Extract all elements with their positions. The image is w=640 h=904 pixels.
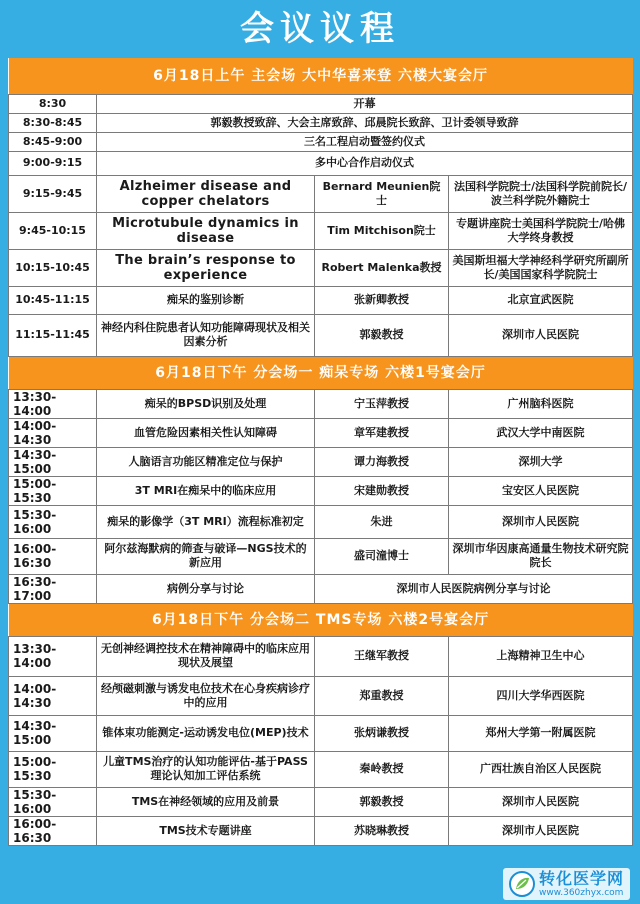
section-header: 6月18日下午 分会场一 痴呆专场 六楼1号宴会厅 [9,356,633,389]
session-speaker: 秦岭教授 [315,751,449,787]
session-organization: 深圳大学 [449,447,633,476]
agenda-row [9,212,633,249]
session-time: 10:45-11:15 [9,286,97,314]
session-organization: 深圳市人民医院 [449,787,633,816]
session-note: 深圳市人民医院病例分享与讨论 [315,574,633,603]
session-topic: 阿尔兹海默病的筛查与破译—NGS技术的新应用 [97,538,315,574]
session-speaker: 郭毅教授 [315,314,449,356]
session-time: 9:45-10:15 [9,212,97,249]
agenda-table [8,58,633,846]
session-organization: 深圳市人民医院 [449,505,633,538]
session-topic: TMS技术专题讲座 [97,816,315,845]
session-organization: 北京宣武医院 [449,286,633,314]
agenda-row [9,636,633,676]
session-organization: 武汉大学中南医院 [449,418,633,447]
session-organization: 深圳市人民医院 [449,314,633,356]
session-time: 13:30-14:00 [9,389,97,418]
agenda-row [9,816,633,845]
agenda-row [9,787,633,816]
session-speaker: 郑重教授 [315,676,449,715]
session-topic: Alzheimer disease and copper chelators [97,175,315,212]
leaf-logo-icon [509,871,535,897]
session-topic: 儿童TMS治疗的认知功能评估-基于PASS理论认知加工评估系统 [97,751,315,787]
section-header-row [9,356,633,389]
agenda-row [9,286,633,314]
agenda-row [9,418,633,447]
session-topic: 病例分享与讨论 [97,574,315,603]
session-time: 13:30-14:00 [9,636,97,676]
agenda-row [9,447,633,476]
agenda-row [9,751,633,787]
watermark-url: www.360zhyx.com [538,888,624,898]
session-time: 15:00-15:30 [9,751,97,787]
page-title: 会议议程 [240,9,400,49]
session-topic: TMS在神经领域的应用及前景 [97,787,315,816]
agenda-row [9,314,633,356]
agenda-row [9,389,633,418]
session-speaker: 张新卿教授 [315,286,449,314]
session-topic: 神经内科住院患者认知功能障碍现状及相关因素分析 [97,314,315,356]
session-speaker: 宋建勋教授 [315,476,449,505]
session-organization: 上海精神卫生中心 [449,636,633,676]
session-topic: 多中心合作启动仪式 [97,151,633,175]
agenda-row [9,538,633,574]
session-topic: 经颅磁刺激与诱发电位技术在心身疾病诊疗中的应用 [97,676,315,715]
session-topic: 郭毅教授致辞、大会主席致辞、邱晨院长致辞、卫计委领导致辞 [97,113,633,132]
session-organization: 专题讲座院士美国科学院院士/哈佛大学终身教授 [449,212,633,249]
session-speaker: 郭毅教授 [315,787,449,816]
session-topic: 血管危险因素相关性认知障碍 [97,418,315,447]
session-topic: The brain’s response to experience [97,249,315,286]
session-topic: 三名工程启动暨签约仪式 [97,132,633,151]
session-time: 8:45-9:00 [9,132,97,151]
agenda-row [9,715,633,751]
session-time: 9:15-9:45 [9,175,97,212]
agenda-row [9,151,633,175]
agenda-row [9,94,633,113]
session-speaker: Bernard Meunien院士 [315,175,449,212]
agenda-row [9,476,633,505]
session-time: 11:15-11:45 [9,314,97,356]
session-time: 14:30-15:00 [9,447,97,476]
section-header-row [9,58,633,94]
session-speaker: 朱进 [315,505,449,538]
agenda-sheet [8,58,632,846]
agenda-row [9,676,633,715]
session-time: 14:00-14:30 [9,676,97,715]
session-topic: 无创神经调控技术在精神障碍中的临床应用现状及展望 [97,636,315,676]
session-organization: 四川大学华西医院 [449,676,633,715]
section-header: 6月18日上午 主会场 大中华喜来登 六楼大宴会厅 [9,58,633,94]
session-speaker: 盛司潼博士 [315,538,449,574]
session-time: 16:00-16:30 [9,816,97,845]
session-topic: 痴呆的影像学（3T MRI）流程标准初定 [97,505,315,538]
section-header: 6月18日下午 分会场二 TMS专场 六楼2号宴会厅 [9,603,633,636]
session-time: 15:30-16:00 [9,505,97,538]
agenda-row [9,175,633,212]
site-watermark [503,868,630,900]
session-time: 15:30-16:00 [9,787,97,816]
session-speaker: 王继军教授 [315,636,449,676]
session-organization: 广州脑科医院 [449,389,633,418]
session-organization: 美国斯坦福大学神经科学研究所副所长/美国国家科学院院士 [449,249,633,286]
session-organization: 广西壮族自治区人民医院 [449,751,633,787]
session-time: 10:15-10:45 [9,249,97,286]
session-time: 14:30-15:00 [9,715,97,751]
session-speaker: 谭力海教授 [315,447,449,476]
session-time: 16:00-16:30 [9,538,97,574]
session-time: 15:00-15:30 [9,476,97,505]
session-topic: 3T MRI在痴呆中的临床应用 [97,476,315,505]
session-organization: 郑州大学第一附属医院 [449,715,633,751]
session-topic: 痴呆的鉴别诊断 [97,286,315,314]
agenda-row [9,505,633,538]
agenda-row [9,113,633,132]
session-speaker: 张炳谦教授 [315,715,449,751]
agenda-row [9,132,633,151]
session-topic: Microtubule dynamics in disease [97,212,315,249]
session-speaker: Tim Mitchison院士 [315,212,449,249]
agenda-row [9,574,633,603]
session-time: 16:30-17:00 [9,574,97,603]
session-speaker: 章军建教授 [315,418,449,447]
watermark-name: 转化医学网 [538,869,624,888]
session-time: 9:00-9:15 [9,151,97,175]
session-topic: 痴呆的BPSD识别及处理 [97,389,315,418]
session-time: 8:30-8:45 [9,113,97,132]
session-organization: 深圳市华因康高通量生物技术研究院院长 [449,538,633,574]
session-time: 14:00-14:30 [9,418,97,447]
session-organization: 深圳市人民医院 [449,816,633,845]
session-topic: 开幕 [97,94,633,113]
section-header-row [9,603,633,636]
session-topic: 锥体束功能测定-运动诱发电位(MEP)技术 [97,715,315,751]
session-organization: 法国科学院院士/法国科学院前院长/波兰科学院外籍院士 [449,175,633,212]
agenda-row [9,249,633,286]
session-speaker: 宁玉萍教授 [315,389,449,418]
session-speaker: Robert Malenka教授 [315,249,449,286]
session-time: 8:30 [9,94,97,113]
session-topic: 人脑语言功能区精准定位与保护 [97,447,315,476]
session-speaker: 苏晓琳教授 [315,816,449,845]
session-organization: 宝安区人民医院 [449,476,633,505]
